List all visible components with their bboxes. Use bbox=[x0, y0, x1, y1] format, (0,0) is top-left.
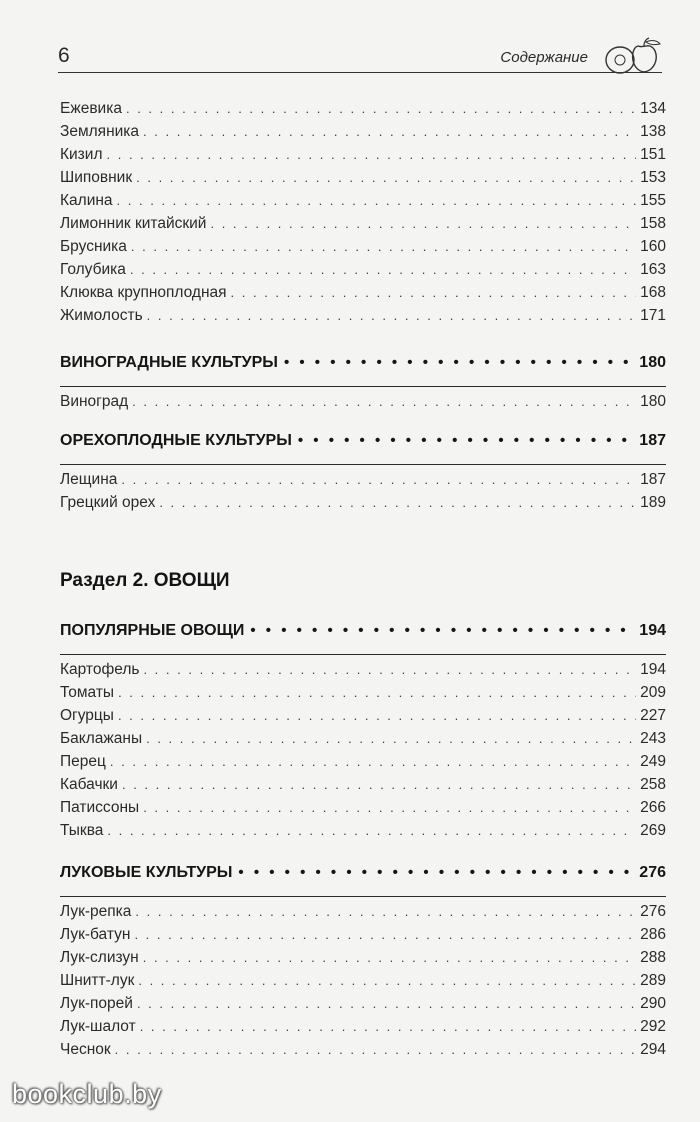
toc-entry[interactable]: Баклажаны . . . 243 bbox=[60, 730, 666, 753]
toc-entry[interactable]: Патиссоны . . . 266 bbox=[60, 799, 666, 822]
heading-rule bbox=[60, 654, 666, 655]
toc-entry[interactable]: Грецкий орех . . . 189 bbox=[60, 494, 666, 517]
toc-entry[interactable]: Лещина . . . 187 bbox=[60, 471, 666, 494]
toc-entry[interactable]: Шиповник . . . 153 bbox=[60, 169, 666, 192]
toc-entry[interactable]: Лук-шалот . . . 292 bbox=[60, 1018, 666, 1041]
toc-group-onions bbox=[60, 864, 666, 1064]
toc-entry[interactable]: Томаты . . . 209 bbox=[60, 684, 666, 707]
toc-group-popular-vegetables bbox=[60, 622, 666, 845]
toc-entry[interactable]: Лук-порей . . . 290 bbox=[60, 995, 666, 1018]
page-number: 6 bbox=[58, 44, 70, 67]
heading-rule bbox=[60, 464, 666, 465]
toc-group-nuts bbox=[60, 432, 666, 517]
toc-entry[interactable]: Виноград . . . 180 bbox=[60, 393, 666, 416]
page-header bbox=[58, 44, 666, 78]
toc-entry[interactable]: Чеснок . . . 294 bbox=[60, 1041, 666, 1064]
toc-entry[interactable]: Кабачки . . . 258 bbox=[60, 776, 666, 799]
toc-entry[interactable]: Перец . . . 249 bbox=[60, 753, 666, 776]
toc-heading[interactable]: ОРЕХОПЛОДНЫЕ КУЛЬТУРЫ • • • 187 bbox=[60, 432, 666, 462]
toc-entry[interactable]: Жимолость . . . 171 bbox=[60, 307, 666, 330]
toc-heading[interactable]: ПОПУЛЯРНЫЕ ОВОЩИ • • • 194 bbox=[60, 622, 666, 652]
heading-rule bbox=[60, 386, 666, 387]
toc-entry[interactable]: Лук-репка . . . 276 bbox=[60, 903, 666, 926]
toc-entry[interactable]: Кизил . . . 151 bbox=[60, 146, 666, 169]
toc-entry[interactable]: Огурцы . . . 227 bbox=[60, 707, 666, 730]
toc-entry[interactable]: Брусника . . . 160 bbox=[60, 238, 666, 261]
toc-group-grapes bbox=[60, 354, 666, 416]
toc-heading[interactable]: ВИНОГРАДНЫЕ КУЛЬТУРЫ • • • 180 bbox=[60, 354, 666, 384]
running-title: Содержание bbox=[500, 49, 588, 66]
toc-entry[interactable]: Лимонник китайский . . . 158 bbox=[60, 215, 666, 238]
toc-group-berries bbox=[60, 100, 666, 330]
toc-entry[interactable]: Голубика . . . 163 bbox=[60, 261, 666, 284]
toc-entry[interactable]: Лук-слизун . . . 288 bbox=[60, 949, 666, 972]
section-title: Раздел 2. ОВОЩИ bbox=[60, 570, 230, 591]
header-rule bbox=[58, 72, 662, 73]
toc-entry[interactable]: Клюква крупноплодная . . . 168 bbox=[60, 284, 666, 307]
watermark: bookclub.by bbox=[12, 1079, 162, 1109]
toc-entry[interactable]: Тыква . . . 269 bbox=[60, 822, 666, 845]
toc-heading[interactable]: ЛУКОВЫЕ КУЛЬТУРЫ • • • 276 bbox=[60, 864, 666, 894]
toc-entry[interactable]: Ежевика . . . 134 bbox=[60, 100, 666, 123]
heading-rule bbox=[60, 896, 666, 897]
toc-entry[interactable]: Шнитт-лук . . . 289 bbox=[60, 972, 666, 995]
fruit-ornament-icon bbox=[600, 36, 666, 76]
toc-entry[interactable]: Калина . . . 155 bbox=[60, 192, 666, 215]
toc-entry[interactable]: Лук-батун . . . 286 bbox=[60, 926, 666, 949]
toc-entry[interactable]: Картофель . . . 194 bbox=[60, 661, 666, 684]
toc-entry[interactable]: Земляника . . . 138 bbox=[60, 123, 666, 146]
